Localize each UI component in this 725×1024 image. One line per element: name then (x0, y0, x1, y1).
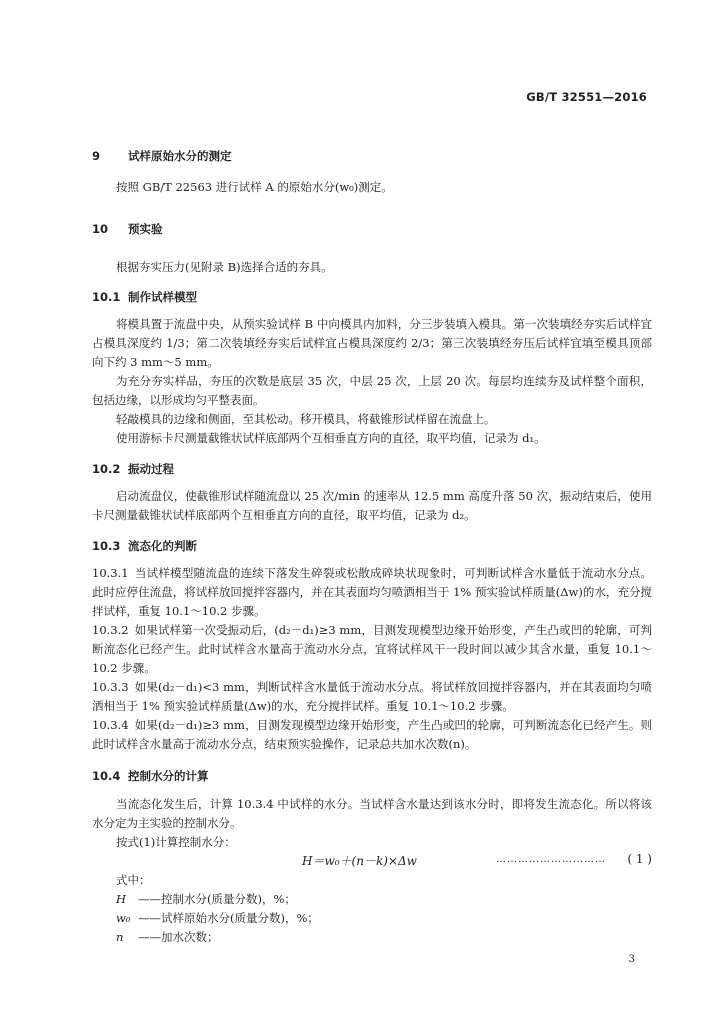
section-10-4-paragraph-2: 按式(1)计算控制水分： (116, 835, 236, 849)
section-10-4-heading (92, 768, 209, 784)
section-10-2-heading (92, 461, 174, 477)
section-9-body: 按照 GB/T 22563 进行试样 A 的原始水分(w₀)测定。 (116, 180, 393, 194)
section-10-1-paragraph-1: 将模具置于流盘中央，从预实验试样 B 中向模具内加料，分三步装填入模具。第一次装填经夯实后试样宜占模具深度约 1/3；第二次装填经夯实后试样宜占模具深度约 2/3；第三次装填经夯压后试样宜填至模具顶部向下约 3 mm～5 mm。 (92, 317, 652, 369)
clause-number: 10.3.2 (92, 623, 129, 637)
clause-text: 如果试样第一次受振动后，(d₂－d₁)≥3 mm，目测发现模型边缘开始形变，产生凸或凹的轮廓，可判断流态化已经产生。此时试样含水量高于流动水分点，宜将试样风干一段时间以减少其含水量，重复 10.1～10.2 步骤。 (92, 623, 652, 675)
variable-description: ——加水次数； (138, 930, 219, 944)
section-title: 预实验 (128, 222, 163, 236)
where-label: 式中： (116, 873, 151, 887)
section-10-1-paragraph-3: 轻敲模具的边缘和侧面，至其松动。移开模具，将截锥形试样留在流盘上。 (116, 412, 496, 426)
variable-definition (116, 890, 296, 909)
clause-number: 10.3.4 (92, 718, 129, 732)
formula-expression: H＝w₀＋(n－k)×Δw (302, 854, 417, 868)
clause-text: 如果(d₂－d₁)≥3 mm，目测发现模型边缘开始形变，产生凸或凹的轮廓，可判断流态化已经产生。则此时试样含水量高于流动水分点，结束预实验操作，记录总共加水次数(n)。 (92, 718, 652, 751)
clause-number: 10.3.3 (92, 680, 129, 694)
variable-definition (116, 909, 319, 928)
clause-text: 当试样模型随流盘的连续下落发生碎裂或松散成碎块状现象时，可判断试样含水量低于流动水分点。此时应停住流盘，将试样放回搅拌容器内，并在其表面均匀喷洒相当于 1% 预实验试样质量(Δw)的水，充分搅拌试样，重复 10.1～10.2 步骤。 (92, 566, 652, 618)
standard-code: GB/T 32551—2016 (526, 90, 647, 104)
variable-definition (116, 928, 219, 947)
variable-symbol: n (116, 930, 124, 944)
section-title: 试样原始水分的测定 (128, 149, 232, 163)
clause-10-3-4 (92, 716, 652, 754)
section-title: 控制水分的计算 (128, 769, 209, 783)
page-number: 3 (628, 954, 635, 965)
section-9-heading (92, 148, 232, 164)
clause-number: 10.3.1 (92, 566, 129, 580)
variable-description: ——试样原始水分(质量分数)，%； (138, 911, 319, 925)
section-number: 10.3 (92, 539, 121, 553)
variable-symbol: w₀ (116, 911, 131, 925)
variable-description: ——控制水分(质量分数)，%； (138, 892, 296, 906)
section-title: 流态化的判断 (128, 539, 197, 553)
section-title: 制作试样模型 (128, 290, 197, 304)
variable-symbol: H (116, 892, 127, 906)
clause-10-3-3 (92, 678, 652, 716)
clause-10-3-1 (92, 564, 652, 621)
clause-text: 如果(d₂－d₁)<3 mm，判断试样含水量低于流动水分点。将试样放回搅拌容器内，并在其表面均匀喷洒相当于 1% 预实验试样质量(Δw)的水，充分搅拌试样。重复 10.1～10.2 步骤。 (92, 680, 652, 713)
section-10-4-paragraph-1: 当流态化发生后，计算 10.3.4 中试样的水分。当试样含水量达到该水分时，即将发生流态化。所以将该水分定为主实验的控制水分。 (92, 797, 652, 830)
section-title: 振动过程 (128, 462, 174, 476)
section-10-body: 根据夯实压力(见附录 B)选择合适的夯具。 (116, 260, 333, 274)
formula-leader-dots: ………………………… (496, 854, 606, 865)
section-number: 9 (92, 149, 101, 163)
section-10-1-paragraph-2: 为充分夯实样品，夯压的次数是底层 35 次，中层 25 次，上层 20 次。每层均连续夯及试样整个面积，包括边缘，以形成均匀平整表面。 (92, 374, 652, 407)
section-10-2-paragraph-1: 启动流盘仪，使截锥形试样随流盘以 25 次/min 的速率从 12.5 mm 高度升落 50 次，振动结束后，使用卡尺测量截锥状试样底部两个互相垂直方向的直径，取平均值，记录为 d₂。 (92, 489, 652, 522)
section-10-1-paragraph-4: 使用游标卡尺测量截锥状试样底部两个互相垂直方向的直径，取平均值，记录为 d₁。 (116, 431, 546, 445)
section-number: 10.4 (92, 769, 121, 783)
section-10-1-heading (92, 289, 197, 305)
section-number: 10.2 (92, 462, 121, 476)
formula-number: ( 1 ) (627, 852, 652, 866)
clause-10-3-2 (92, 621, 652, 678)
section-number: 10 (92, 222, 109, 236)
section-10-3-heading (92, 538, 197, 554)
section-number: 10.1 (92, 290, 121, 304)
formula-1 (92, 852, 652, 871)
section-10-heading (92, 221, 163, 237)
